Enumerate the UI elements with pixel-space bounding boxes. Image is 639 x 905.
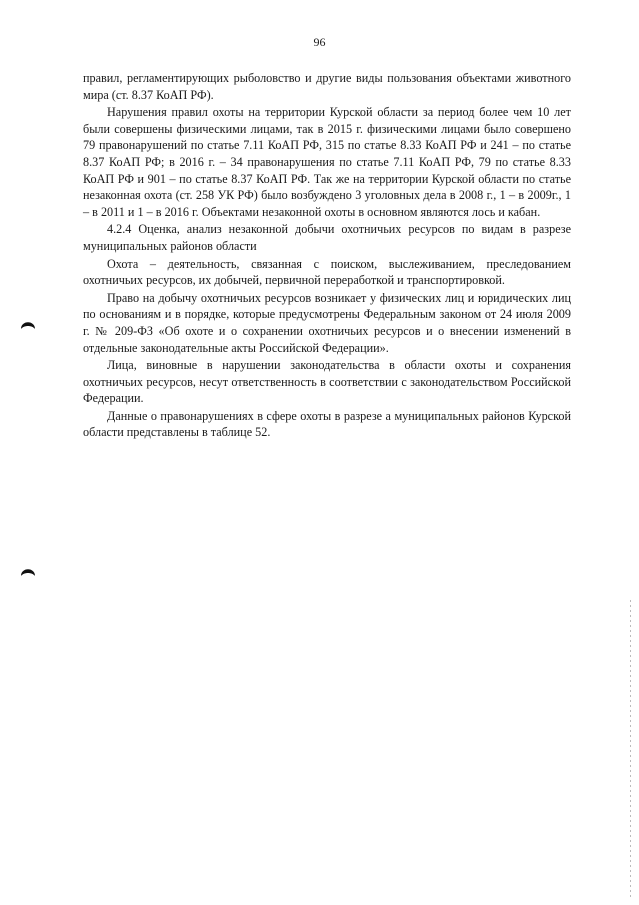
- page-body: [83, 70, 571, 442]
- punch-hole-mark-icon: [20, 315, 36, 331]
- paragraph-hunting-rights: Право на добычу охотничьих ресурсов возникает у физических лиц и юридических лиц по основаниям и в порядке, которые предусмотрены Федеральным законом от 24 июля 2009 г. № 209-ФЗ «Об охоте и о сохранении охотничьих ресурсов и о внесении изменений в отдельные законодательные акты Российской Федерации».: [83, 290, 571, 355]
- scan-edge-line: [630, 600, 631, 900]
- paragraph-table-reference: Данные о правонарушениях в сфере охоты в разрезе а муниципальных районов Курской области представлены в таблице 52.: [83, 408, 571, 440]
- paragraph-liability: Лица, виновные в нарушении законодательства в области охоты и сохранения охотничьих ресурсов, несут ответственность в соответствии с законодательством Российской Федерации.: [83, 358, 571, 406]
- paragraph-hunting-definition: Охота – деятельность, связанная с поиском, выслеживанием, преследованием охотничьих ресурсов, их добычей, первичной переработкой и транспортировкой.: [83, 256, 571, 288]
- punch-hole-mark-icon: [20, 562, 36, 578]
- page-number: 96: [313, 35, 326, 49]
- paragraph-hunting-violations: Нарушения правил охоты на территории Курской области за период более чем 10 лет были совершены физическими лицами, так в 2015 г. физическими лицами было совершено 79 правонарушений по статье 7.11 КоАП РФ, 315 по статье 8.33 КоАП РФ и 241 – по статье 8.37 КоАП РФ; в 2016 г. – 34 правонарушения по статье 7.11 КоАП РФ, 79 по статье 8.33 КоАП РФ и 901 – по статье 8.37 КоАП РФ. Так же на территории Курской области по статье незаконная охота (ст. 258 УК РФ) было возбуждено 3 уголовных дела в 2008 г., 1 – в 2009г., 1 – в 2011 и 1 – в 2016 г. Объектами незаконной охоты в основном являются лось и кабан.: [83, 105, 571, 219]
- section-heading-4-2-4: 4.2.4 Оценка, анализ незаконной добычи охотничьих ресурсов по видам в разрезе муниципальных районов области: [83, 222, 571, 253]
- paragraph-continuation: правил, регламентирующих рыболовство и другие виды пользования объектами животного мира (ст. 8.37 КоАП РФ).: [83, 71, 571, 102]
